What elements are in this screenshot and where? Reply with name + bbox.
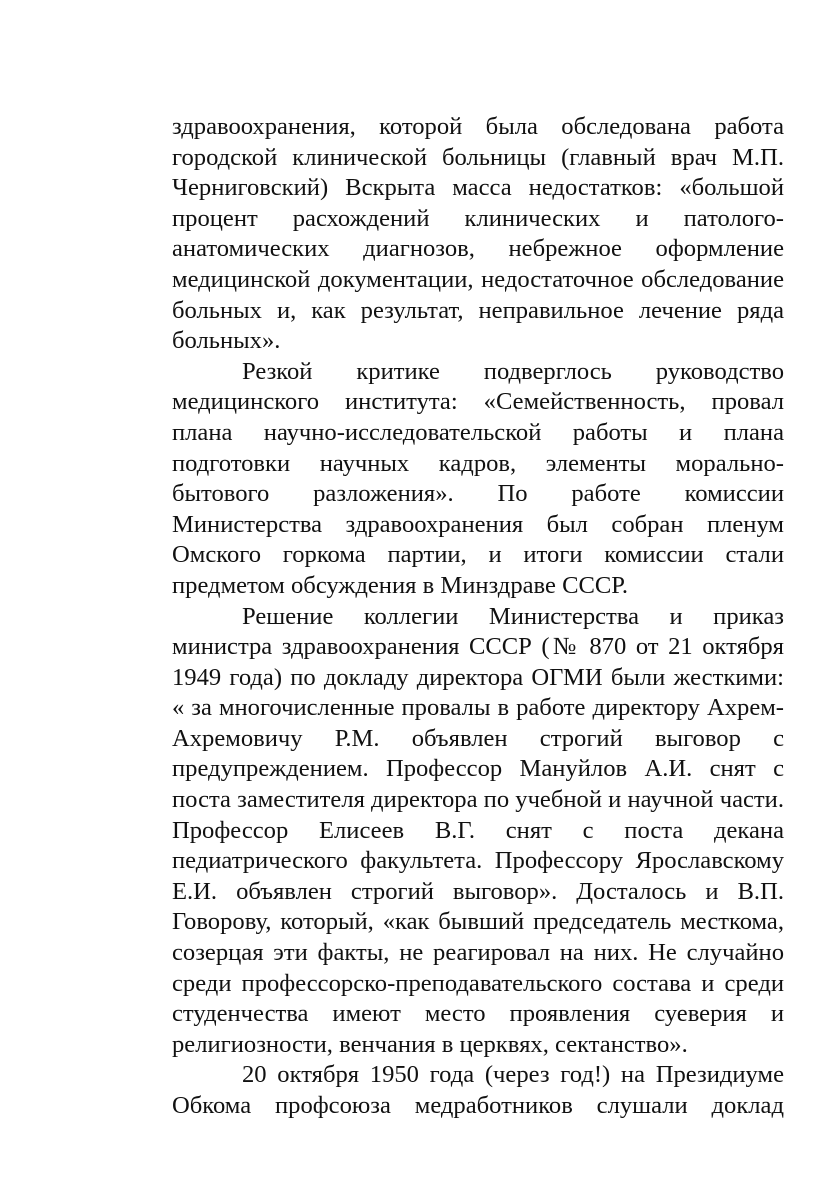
document-text [172,112,784,1122]
paragraph-2: Резкой критике подверглось руководство медицинского института: «Семейственность, провал плана научно-исследовательской работы и плана подготовки научных кадров, элементы морально-бытового разложения». По работе комиссии Министерства здравоохранения был собран пленум Омского горкома партии, и итоги комиссии стали предметом обсуждения в Минздраве СССР. [172,357,784,599]
paragraph-3: Решение коллегии Министерства и приказ министра здравоохранения СССР (№ 870 от 21 октября 1949 года) по докладу директора ОГМИ были жесткими: « за многочисленные провалы в работе директору Ахрем-Ахремовичу Р.М. объявлен строгий выговор с предупреждением. Профессор Мануйлов А.И. снят с поста заместителя директора по учебной и научной части. Профессор Елисеев В.Г. снят с поста декана педиатрического факультета. Профессору Ярославскому Е.И. объявлен строгий выговор». Досталось и В.П. Говорову, который, «как бывший председатель месткома, созерцая эти факты, не реагировал на них. Не случайно среди профессорско-преподавательского состава и среди студенчества имеют место проявления суеверия и религиозности, венчания в церквях, сектанство». [172,602,784,1058]
paragraph-1: здравоохранения, которой была обследована работа городской клинической больницы (главный врач М.П. Черниговский) Вскрыта масса недостатков: «большой процент расхождений клинических и патолого-анатомических диагнозов, небрежное оформление медицинской документации, недостаточное обследование больных и, как результат, неправильное лечение ряда больных». [172,113,784,355]
paragraph-4: 20 октября 1950 года (через год!) на Президиуме Обкома профсоюза медработников слушали доклад [172,1061,784,1119]
